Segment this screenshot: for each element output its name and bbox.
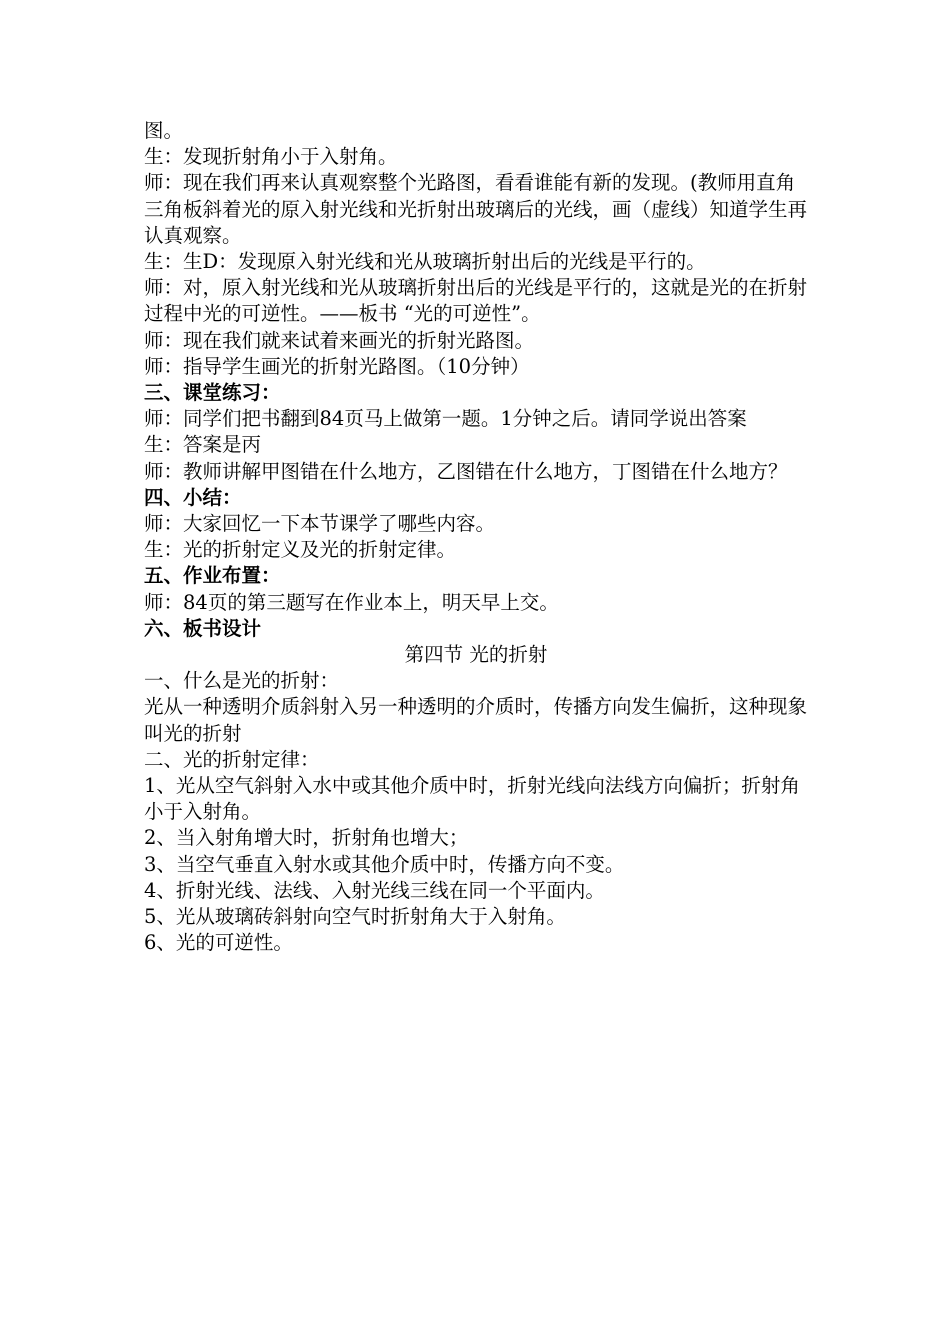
- paragraph: 生：生D：发现原入射光线和光从玻璃折射出后的光线是平行的。: [144, 250, 706, 274]
- list-item: 4、折射光线、法线、入射光线三线在同一个平面内。: [144, 878, 605, 902]
- section-heading: 六、板书设计: [144, 616, 262, 640]
- paragraph: 光从一种透明介质斜射入另一种透明的介质时，传播方向发生偏折，这种现象叫光的折射: [144, 695, 808, 745]
- paragraph: 师：大家回忆一下本节课学了哪些内容。: [144, 512, 496, 536]
- paragraph: 师：指导学生画光的折射光路图。（10分钟）: [144, 354, 530, 378]
- list-item: 2、当入射角增大时，折射角也增大；: [144, 826, 469, 850]
- list-item: 1、光从空气斜射入水中或其他介质中时，折射光线向法线方向偏折；折射角小于入射角。: [144, 774, 800, 824]
- paragraph: 生：答案是丙: [144, 433, 262, 457]
- paragraph: 二、光的折射定律：: [144, 747, 320, 771]
- paragraph: 图。: [144, 119, 184, 142]
- paragraph: 生：发现折射角小于入射角。: [144, 145, 398, 169]
- section-heading: 五、作业布置：: [144, 564, 281, 588]
- list-item: 5、光从玻璃砖斜射向空气时折射角大于入射角。: [144, 905, 566, 929]
- paragraph: 师：对，原入射光线和光从玻璃折射出后的光线是平行的，这就是光的在折射过程中光的可逆性。——板书 “光的可逆性”。: [144, 276, 808, 326]
- paragraph: 师：现在我们再来认真观察整个光路图，看看谁能有新的发现。(教师用直角三角板斜着光的原入射光线和光折射出玻璃后的光线，画（虚线）知道学生再认真观察。: [144, 171, 808, 247]
- board-title: 第四节 光的折射: [404, 643, 548, 667]
- paragraph: 师：现在我们就来试着来画光的折射光路图。: [144, 328, 535, 352]
- section-heading: 三、课堂练习：: [144, 381, 281, 405]
- paragraph: 师：同学们把书翻到84页马上做第一题。1分钟之后。请同学说出答案: [144, 407, 747, 431]
- section-heading: 四、小结：: [144, 485, 242, 509]
- paragraph: 师：84页的第三题写在作业本上，明天早上交。: [144, 590, 559, 614]
- paragraph: 师：教师讲解甲图错在什么地方，乙图错在什么地方，丁图错在什么地方？: [144, 459, 788, 483]
- document-page: [144, 118, 808, 957]
- paragraph: 生：光的折射定义及光的折射定律。: [144, 538, 457, 562]
- list-item: 6、光的可逆性。: [144, 931, 293, 955]
- paragraph: 一、什么是光的折射：: [144, 669, 340, 693]
- list-item: 3、当空气垂直入射水或其他介质中时，传播方向不变。: [144, 852, 625, 876]
